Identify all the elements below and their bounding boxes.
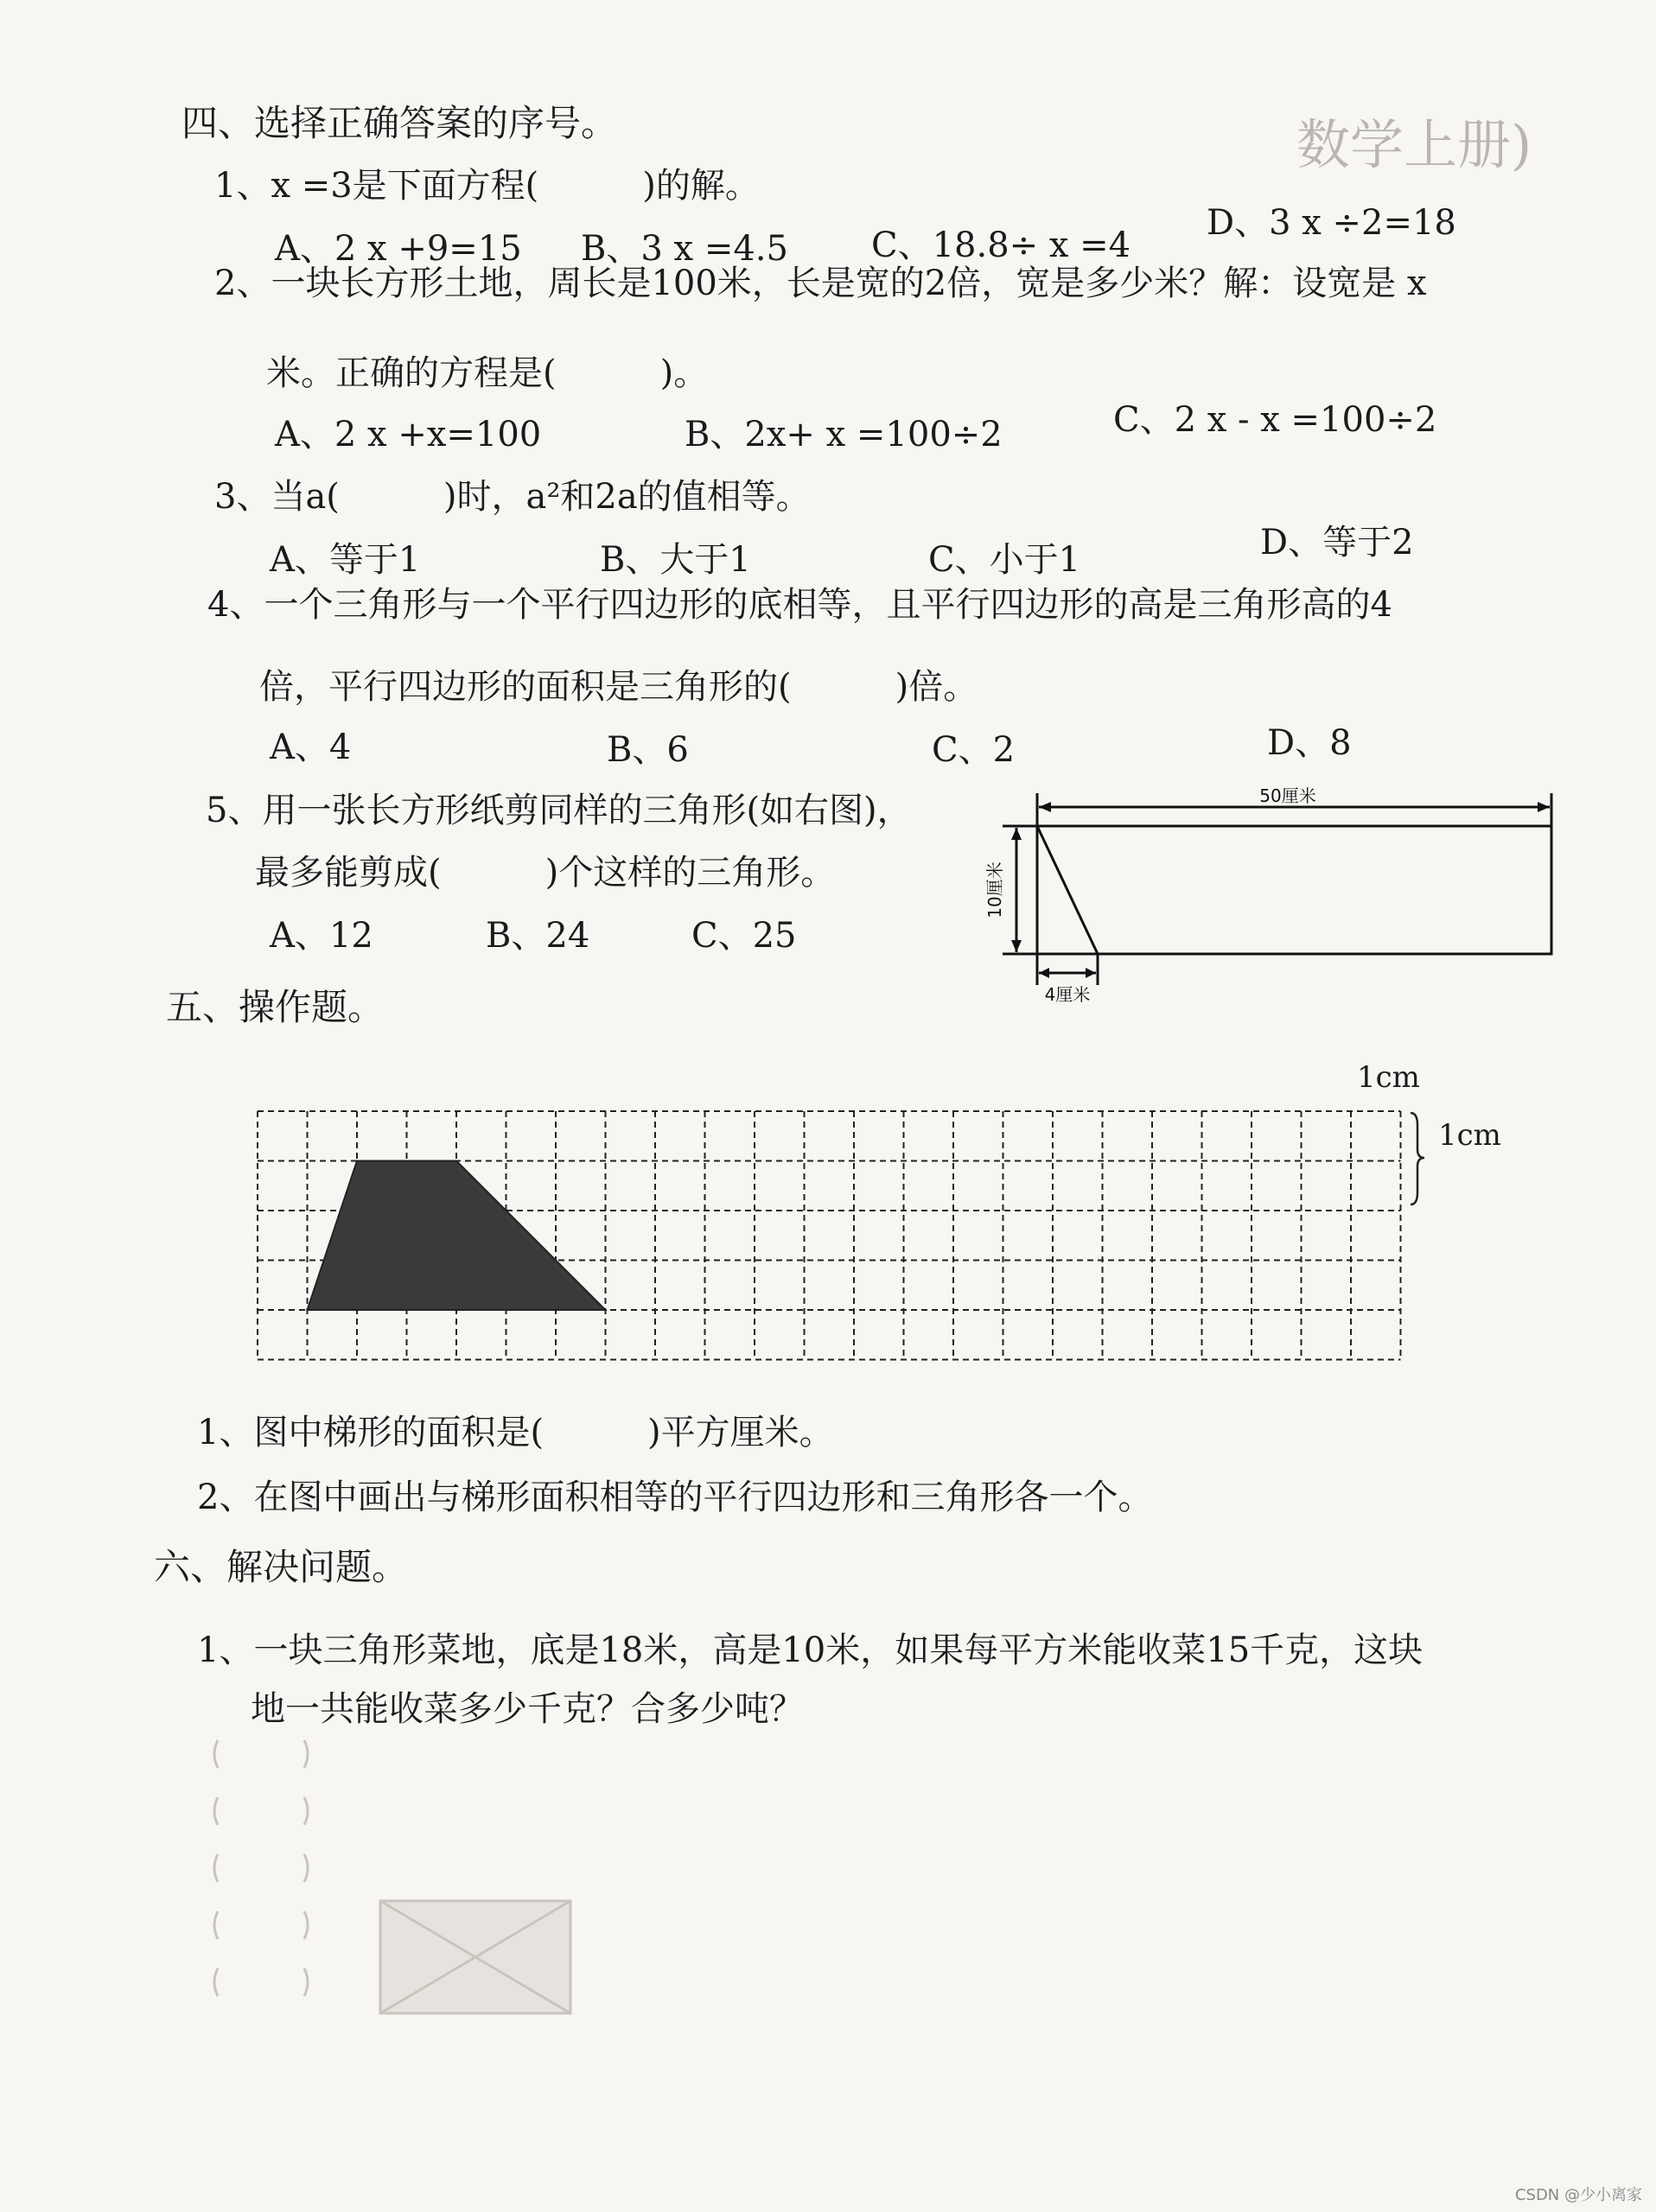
q1-option-d: D、3 x ÷2=18 [1207, 203, 1456, 243]
q3-option-a: A、等于1 [270, 540, 421, 580]
q5-stem-line2: 最多能剪成( )个这样的三角形。 [255, 853, 836, 893]
q2-option-a: A、2 x +x=100 [275, 415, 542, 454]
q2-option-b: B、2x+ x =100÷2 [685, 415, 1003, 454]
section-4-title: 四、选择正确答案的序号。 [182, 102, 618, 144]
q4-stem-line1: 4、一个三角形与一个平行四边形的底相等，且平行四边形的高是三角形高的4 [207, 585, 1392, 625]
bleed-through-header: 数学上册) [1296, 113, 1532, 176]
q2-stem-line1: 2、一块长方形土地，周长是100米，长是宽的2倍，宽是多少米？解：设宽是 x [214, 264, 1427, 303]
section-5-q2: 2、在图中画出与梯形面积相等的平行四边形和三角形各一个。 [197, 1478, 1153, 1517]
q1-option-b: B、3 x =4.5 [581, 229, 788, 269]
q3-option-d: D、等于2 [1260, 523, 1414, 563]
unit-brace [1411, 1113, 1424, 1205]
q3-stem: 3、当a( )时，a²和2a的值相等。 [214, 477, 811, 517]
base-label: 4厘米 [1044, 984, 1091, 1005]
q4-stem-line2: 倍，平行四边形的面积是三角形的( )倍。 [259, 667, 978, 707]
q2-stem-line2: 米。正确的方程是( )。 [266, 353, 709, 393]
section-5-title: 五、操作题。 [166, 986, 385, 1028]
dotted-grid [256, 1109, 1414, 1369]
q2-option-c: C、2 x - x =100÷2 [1113, 400, 1437, 440]
grid-unit-label-top: 1cm [1357, 1060, 1420, 1095]
grid-unit-label-right: 1cm [1438, 1118, 1501, 1153]
trapezoid-shape [308, 1161, 606, 1311]
width-label: 50厘米 [1259, 785, 1316, 806]
section-6-title: 六、解决问题。 [154, 1546, 409, 1588]
section-6-q1-line1: 1、一块三角形菜地，底是18米，高是10米，如果每平方米能收菜15千克，这块 [197, 1630, 1424, 1670]
section-6-q1-line2: 地一共能收菜多少千克？合多少吨？ [251, 1689, 804, 1729]
q5-option-b: B、24 [486, 916, 590, 956]
q1-option-a: A、2 x +9=15 [275, 229, 522, 269]
q5-option-c: C、25 [691, 916, 797, 956]
watermark: CSDN @少小离家 [1514, 2186, 1642, 2204]
q4-option-c: C、2 [932, 730, 1016, 770]
bleed-through-marks [207, 1728, 605, 2039]
q4-option-a: A、4 [270, 728, 352, 767]
q5-rectangle-figure [977, 778, 1564, 1011]
q1-option-c: C、18.8÷ x =4 [871, 226, 1131, 265]
q3-option-b: B、大于1 [600, 540, 751, 580]
q5-option-a: A、12 [270, 916, 373, 956]
height-label: 10厘米 [984, 861, 1005, 918]
paper-rectangle [1037, 826, 1551, 954]
q5-stem-line1: 5、用一张长方形纸剪同样的三角形(如右图)， [206, 791, 912, 830]
q4-option-b: B、6 [607, 730, 689, 770]
section-5-q1: 1、图中梯形的面积是( )平方厘米。 [197, 1413, 834, 1452]
q1-stem: 1、x =3是下面方程( )的解。 [214, 166, 760, 206]
q4-option-d: D、8 [1267, 723, 1352, 763]
q3-option-c: C、小于1 [928, 540, 1081, 580]
